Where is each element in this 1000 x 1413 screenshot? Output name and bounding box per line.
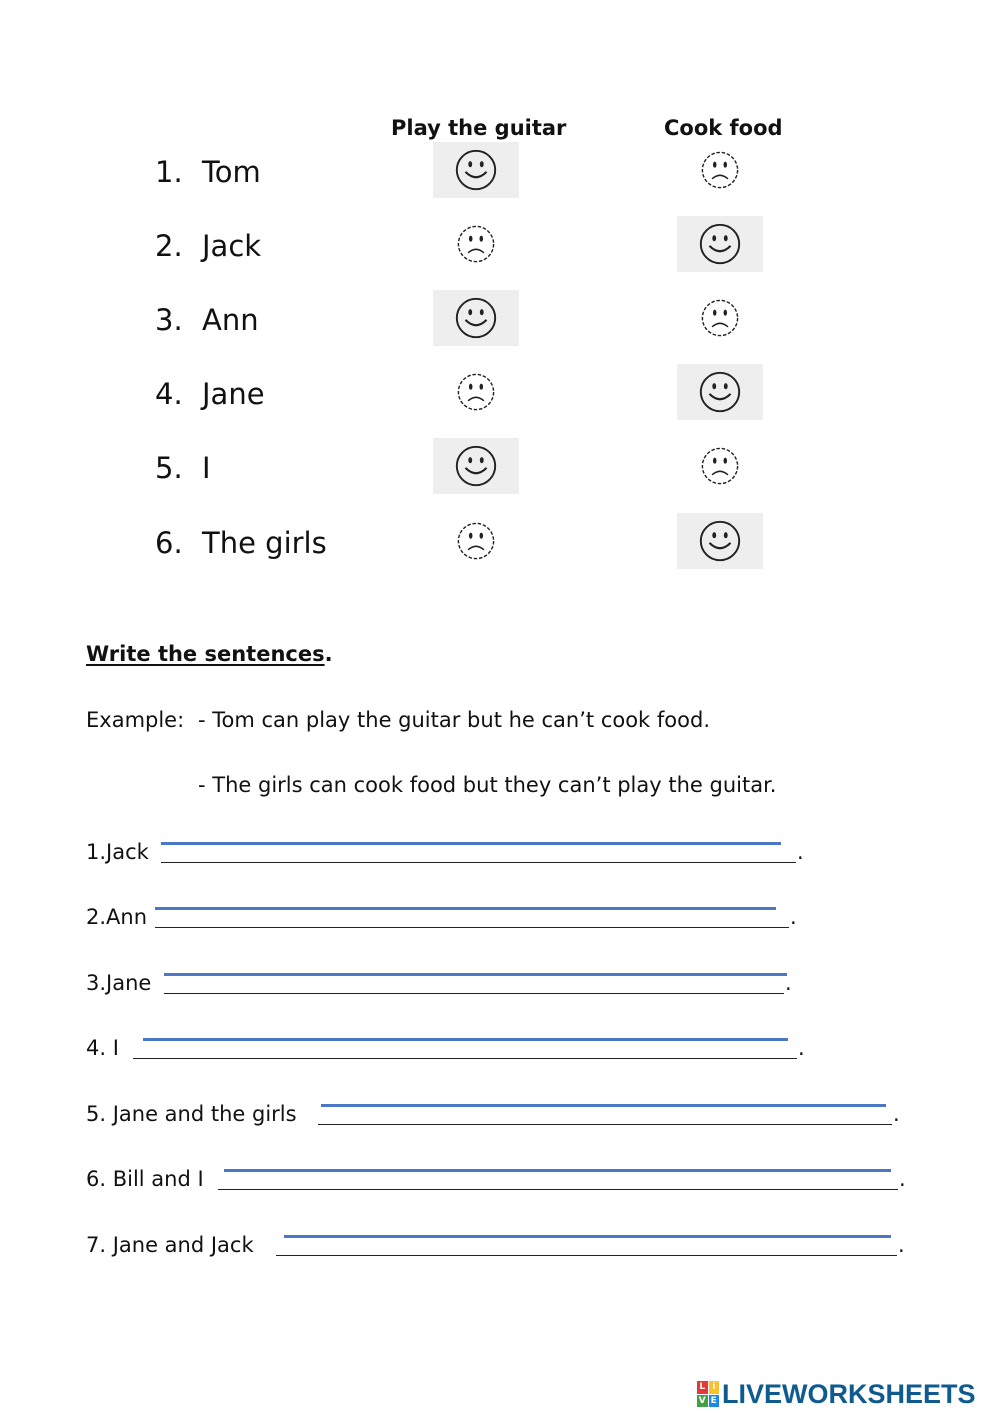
answer-label: 1.Jack [86, 840, 149, 864]
answer-row [86, 971, 916, 1011]
answer-blank-line [133, 1058, 797, 1059]
answer-input[interactable] [143, 1022, 788, 1041]
happy-face-icon [433, 290, 519, 346]
row-name: I [202, 451, 211, 485]
answer-input[interactable] [224, 1153, 891, 1172]
answer-row [86, 905, 916, 945]
liveworksheets-logo [697, 1378, 976, 1410]
answer-row [86, 1102, 916, 1142]
table-row [0, 448, 1000, 508]
happy-face-icon [677, 364, 763, 420]
table-row [0, 300, 1000, 360]
answer-input[interactable] [155, 891, 776, 910]
answer-label: 6. Bill and I [86, 1167, 204, 1191]
row-number: 5. [155, 451, 183, 485]
section-heading: Write the sentences. [86, 642, 333, 666]
answer-blank-line [161, 862, 796, 863]
answer-blank-line [276, 1255, 897, 1256]
answer-row [86, 840, 916, 880]
header-cook-food: Cook food [664, 116, 783, 140]
sad-face-icon [677, 438, 763, 494]
answer-row [86, 1233, 916, 1273]
table-row [0, 374, 1000, 434]
answer-label: 7. Jane and Jack [86, 1233, 254, 1257]
sad-face-icon [433, 216, 519, 272]
answer-period: . [785, 971, 792, 995]
logo-letter: L [697, 1381, 708, 1394]
example-sentence-2: - The girls can cook food but they can’t play the guitar. [198, 773, 777, 797]
answer-period: . [790, 905, 797, 929]
happy-face-icon [677, 216, 763, 272]
row-number: 3. [155, 303, 183, 337]
logo-letter: i [709, 1381, 720, 1394]
row-number: 4. [155, 377, 183, 411]
row-number: 1. [155, 155, 183, 189]
table-row [0, 226, 1000, 286]
row-name: Jane [202, 377, 265, 411]
logo-letter: V [698, 1395, 706, 1406]
answer-period: . [797, 840, 804, 864]
answer-period: . [798, 1036, 805, 1060]
answer-blank-line [155, 927, 789, 928]
answer-input[interactable] [164, 957, 787, 976]
answer-blank-line [164, 993, 784, 994]
answer-row [86, 1036, 916, 1076]
answer-label: 5. Jane and the girls [86, 1102, 297, 1126]
happy-face-icon [433, 142, 519, 198]
table-row [0, 523, 1000, 583]
row-name: Tom [202, 155, 261, 189]
example-label: Example: [86, 708, 185, 732]
answer-period: . [893, 1102, 900, 1126]
sad-face-icon [433, 364, 519, 420]
happy-face-icon [433, 438, 519, 494]
logo-letter: E [709, 1395, 720, 1408]
row-number: 6. [155, 526, 183, 560]
sad-face-icon [677, 142, 763, 198]
answer-blank-line [218, 1189, 898, 1190]
answer-period: . [898, 1233, 905, 1257]
answer-row [86, 1167, 916, 1207]
answer-input[interactable] [284, 1219, 891, 1238]
answer-input[interactable] [161, 826, 781, 845]
row-name: Ann [202, 303, 259, 337]
answer-input[interactable] [321, 1088, 886, 1107]
header-play-guitar: Play the guitar [391, 116, 567, 140]
row-number: 2. [155, 229, 183, 263]
example-sentence-1: - Tom can play the guitar but he can’t cook food. [198, 708, 710, 732]
sad-face-icon [677, 290, 763, 346]
answer-blank-line [318, 1124, 892, 1125]
sad-face-icon [433, 513, 519, 569]
row-name: The girls [202, 526, 327, 560]
table-row [0, 152, 1000, 212]
answer-label: 3.Jane [86, 971, 152, 995]
row-name: Jack [202, 229, 262, 263]
logo-text: LIVEWORKSHEETS [722, 1378, 976, 1409]
answer-label: 4. I [86, 1036, 119, 1060]
happy-face-icon [677, 513, 763, 569]
logo-mark-icon [697, 1381, 719, 1407]
answer-period: . [899, 1167, 906, 1191]
answer-label: 2.Ann [86, 905, 148, 929]
